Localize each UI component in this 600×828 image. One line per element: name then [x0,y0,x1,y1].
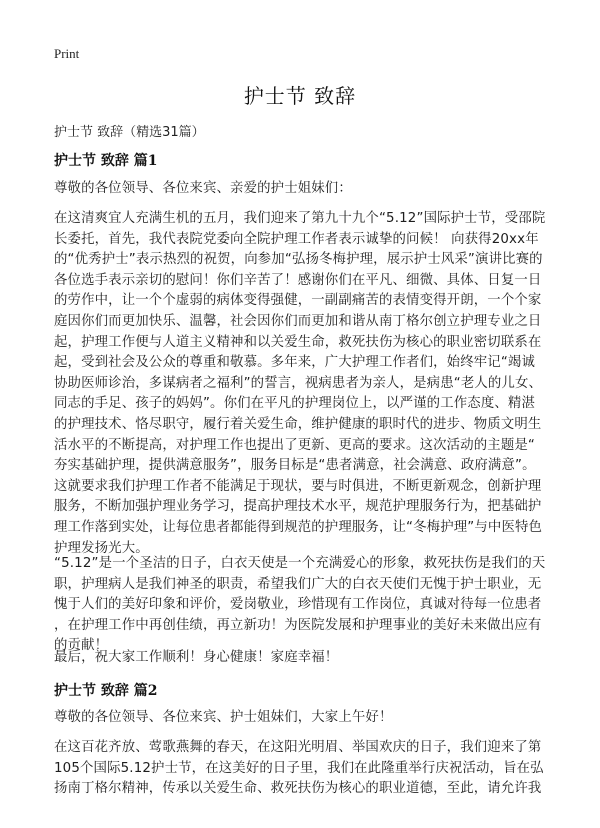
text-line: 夯实基础护理，提供满意服务”，服务目标是“患者满意，社会满意、政府满意”。 [54,458,536,474]
text-line: 这就要求我们护理工作者不能满足于现状，要与时俱进，不断更新观念，创新护理 [54,478,542,494]
text-line: 理工作落到实处，让每位患者都能得到规范的护理服务，让“冬梅护理”与中医特色 [54,519,543,535]
text-line: 庭因你们而更加快乐、温馨，社会因你们而更加和谐从南丁格尔创立护理专业之日 [54,313,542,329]
body-paragraph-1 [54,209,549,559]
text-line: 最后，祝大家工作顺利！身心健康！家庭幸福！ [54,650,339,665]
text-line: 同志的手足、孩子的妈妈”。你们在平凡的护理岗位上，以严谨的工作态度、精湛 [54,396,536,412]
section-heading-1: 护士节 致辞 篇1 [54,153,158,169]
text-line: 105个国际5.12护士节，在这美好的日子里，我们在此隆重举行庆祝活动，旨在弘 [54,760,544,776]
body-paragraph-3 [54,738,549,800]
greeting-paragraph-1 [54,179,549,200]
text-line: 在这百花齐放、莺歌燕舞的春天，在这阳光明眉、举国欢庆的日子，我们迎来了第 [54,740,542,755]
print-label: Print [54,46,80,61]
text-line: 尊敬的各位领导、各位来宾、护士姐妹们，大家上午好！ [54,710,393,725]
text-line: 护理发扬光大。 [54,540,149,556]
text-line: 的劳作中，让一个个虚弱的病体变得强健，一副副痛苦的表情变得开朗，一个个家 [54,293,542,309]
text-line: 的“优秀护士”表示热烈的祝贺，向参加“弘扬冬梅护理，展示护士风采”演讲比赛的 [54,252,543,268]
text-line: 长委托，首先，我代表院党委向全院护理工作者表示诚挚的问候！ 向获得20xx年 [54,231,539,247]
document-title: 护士节 致辞 [243,84,357,108]
text-line: 的贡献！ [54,638,109,654]
document-subtitle: 护士节 致辞（精选31篇） [54,125,205,140]
text-line: 各位选手表示亲切的慰问！你们辛苦了！感谢你们在平凡、细微、具体、日复一日 [54,272,542,288]
text-line: 在这清爽宜人充满生机的五月，我们迎来了第九十九个“5.12”国际护士节，受邵院 [54,211,546,226]
text-line: 起，护理工作便与人道主义精神和以关爱生命，救死扶伤为核心的职业密切联系在 [54,334,542,350]
text-line: 职，护理病人是我们神圣的职责，希望我们广大的白衣天使们无愧于护士职业，无 [54,576,542,592]
text-line: 扬南丁格尔精神，传承以关爱生命、救死扶伤为核心的职业道德，至此，请允许我 [54,781,542,797]
body-paragraph-2 [54,554,549,657]
text-line: 尊敬的各位领导、各位来宾、亲爱的护士姐妹们： [54,181,352,196]
section-heading-2: 护士节 致辞 篇2 [54,683,158,699]
text-line: “5.12”是一个圣洁的日子，白衣天使是一个充满爱心的形象，救死扶伤是我们的天 [54,556,546,571]
closing-paragraph-1 [54,648,549,669]
text-line: 的护理技术、恪尽职守，履行着关爱生命，维护健康的职时代的进步、物质文明生 [54,416,542,432]
text-line: 协助医师诊治，多谋病者之福利”的誓言，视病患者为亲人，是病患“老人的儿女、 [54,375,543,391]
text-line: 愧于人们的美好印象和评价，爱岗敬业，珍惜现有工作岗位，真诚对待每一位患者 [54,597,542,613]
text-line: ，在护理工作中再创佳绩，再立新功！为医院发展和护理事业的美好未来做出应有 [54,617,542,633]
text-line: 起，受到社会及公众的尊重和敬慕。多年来，广大护理工作者们，始终牢记“竭诚 [54,355,536,371]
text-line: 活水平的不断提高，对护理工作也提出了更新、更高的要求。这次活动的主题是“ [54,437,536,453]
greeting-paragraph-2 [54,708,549,729]
text-line: 服务，不断加强护理业务学习，提高护理技术水平，规范护理服务行为，把基础护 [54,499,542,515]
